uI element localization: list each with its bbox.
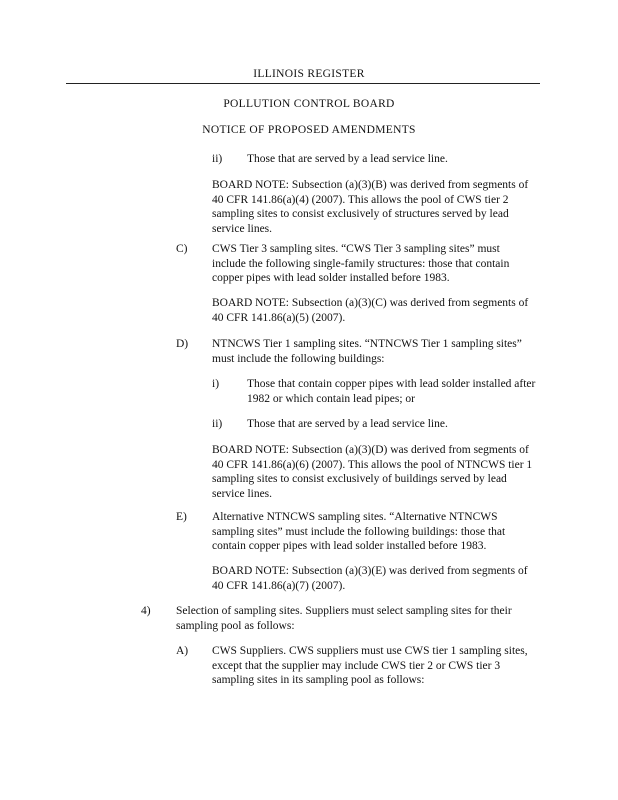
paragraph: Alternative NTNCWS sampling sites. “Alternative NTNCWS sampling sites” must include the following buildings: those that contain copper pipes with lead solder installed before 1983. bbox=[212, 511, 506, 552]
paragraph: Selection of sampling sites. Suppliers must select sampling sites for their sampling pool as follows: bbox=[176, 605, 512, 632]
header-rule bbox=[66, 83, 540, 84]
paragraph: Those that are served by a lead service line. bbox=[247, 418, 448, 430]
item-label: A) bbox=[176, 645, 189, 657]
board-title: POLLUTION CONTROL BOARD bbox=[223, 98, 395, 110]
item-label: D) bbox=[176, 338, 189, 350]
board-note: BOARD NOTE: Subsection (a)(3)(C) was derived from segments of 40 CFR 141.86(a)(5) (2007). bbox=[212, 297, 529, 324]
paragraph: NTNCWS Tier 1 sampling sites. “NTNCWS Tier 1 sampling sites” must include the following buildings: bbox=[212, 338, 522, 365]
item-label: i) bbox=[212, 378, 220, 390]
item-label: C) bbox=[176, 243, 188, 255]
board-note: BOARD NOTE: Subsection (a)(3)(B) was derived from segments of 40 CFR 141.86(a)(4) (2007). This allows the pool of CWS tier 2 sampling sites to consist exclusively of structures served by lead service lines. bbox=[212, 179, 529, 235]
register-title: ILLINOIS REGISTER bbox=[253, 68, 365, 80]
paragraph: Those that contain copper pipes with lead solder installed after 1982 or which contain lead pipes; or bbox=[247, 378, 536, 405]
paragraph: Those that are served by a lead service line. bbox=[247, 153, 448, 165]
item-label: ii) bbox=[212, 418, 223, 430]
notice-title: NOTICE OF PROPOSED AMENDMENTS bbox=[202, 124, 416, 136]
paragraph: CWS Suppliers. CWS suppliers must use CWS tier 1 sampling sites, except that the supplier may include CWS tier 2 or CWS tier 3 sampling sites in its sampling pool as follows: bbox=[212, 645, 528, 686]
item-label: ii) bbox=[212, 153, 223, 165]
board-note: BOARD NOTE: Subsection (a)(3)(E) was derived from segments of 40 CFR 141.86(a)(7) (2007). bbox=[212, 565, 528, 592]
board-note: BOARD NOTE: Subsection (a)(3)(D) was derived from segments of 40 CFR 141.86(a)(6) (2007). This allows the pool of NTNCWS tier 1 sampling sites to consist exclusively of buildings served by lead service lines. bbox=[212, 444, 533, 500]
item-label: 4) bbox=[141, 605, 151, 617]
paragraph: CWS Tier 3 sampling sites. “CWS Tier 3 sampling sites” must include the following single-family structures: those that contain copper pipes with lead solder installed before 1983. bbox=[212, 243, 510, 284]
item-label: E) bbox=[176, 511, 187, 523]
